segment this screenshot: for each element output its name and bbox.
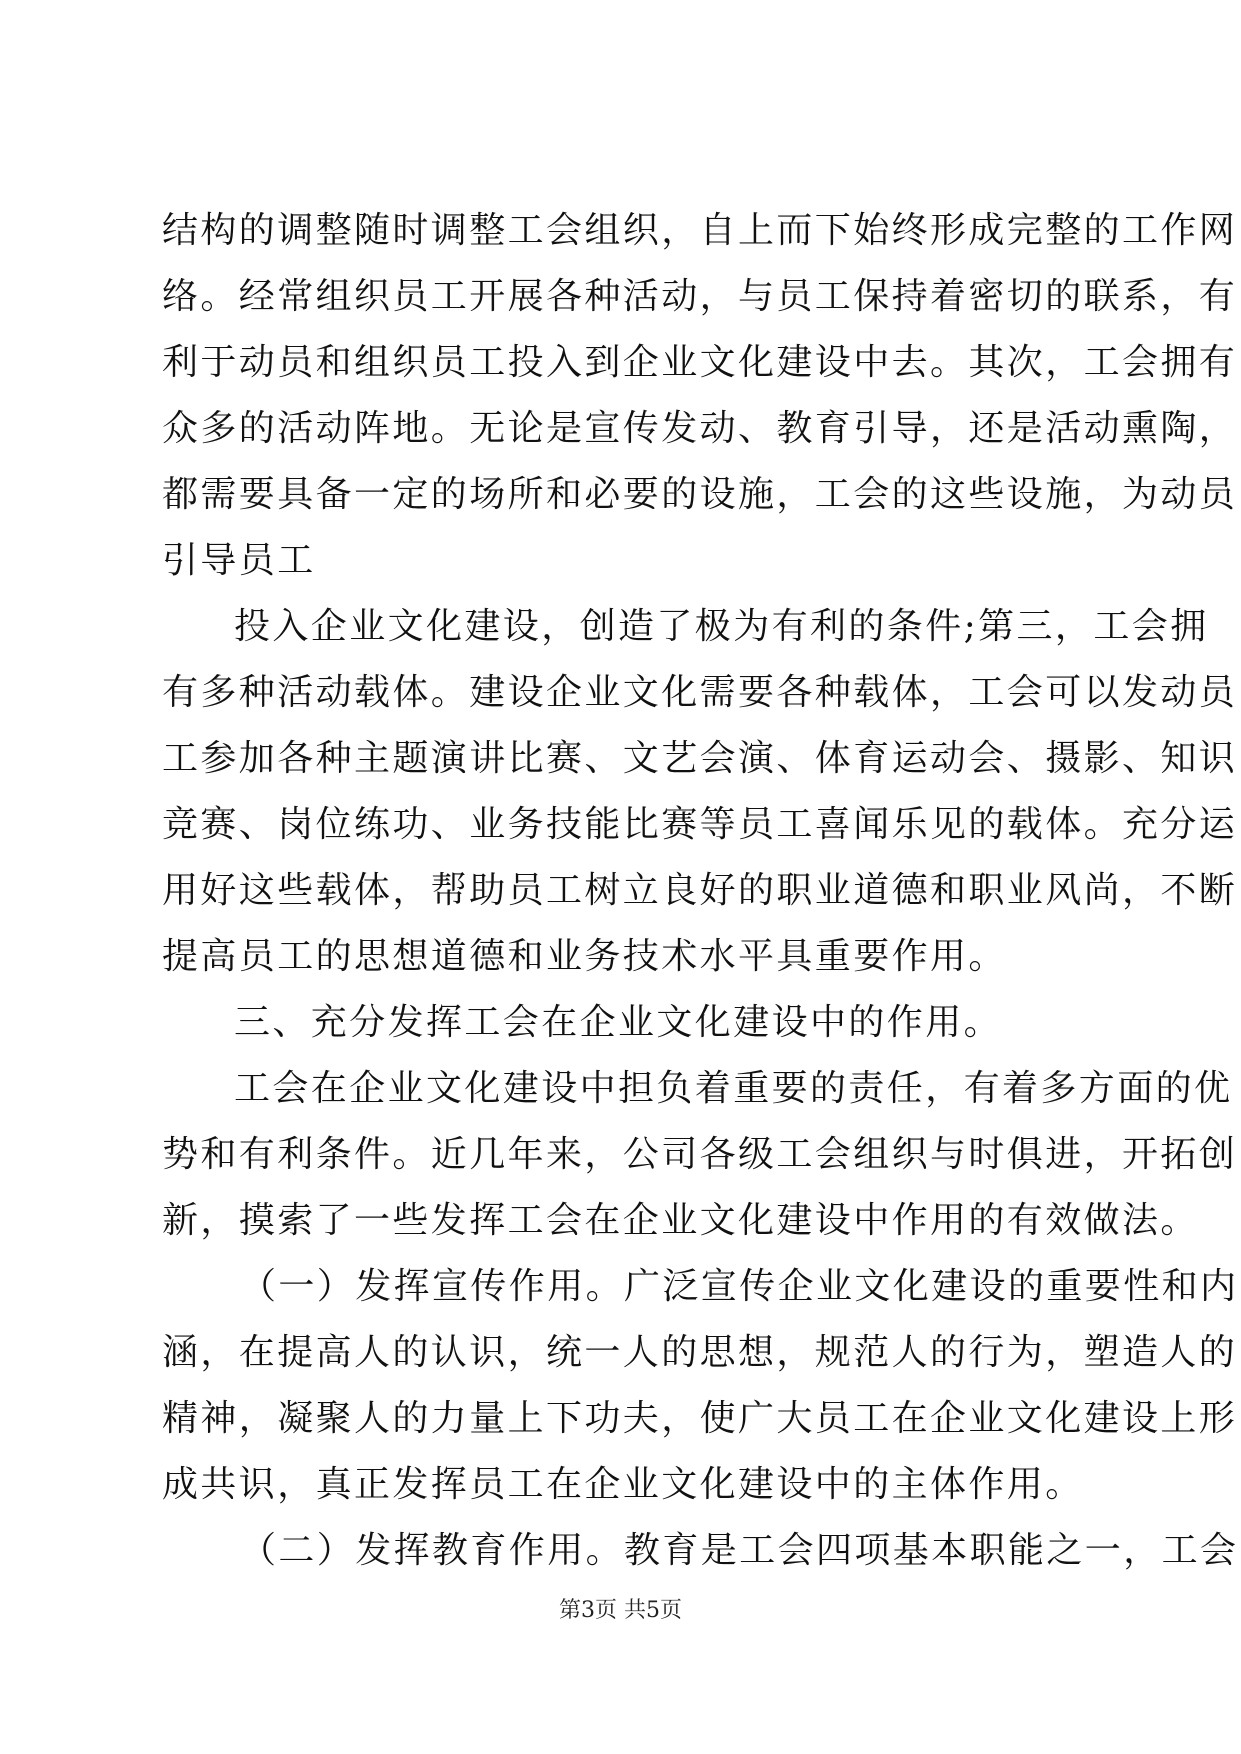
text-line: 涵，在提高人的认识，统一人的思想，规范人的行为，塑造人的 bbox=[162, 1332, 1238, 1373]
text-line: 引导员工 bbox=[162, 540, 316, 581]
text-line: 众多的活动阵地。无论是宣传发动、教育引导，还是活动熏陶， bbox=[162, 408, 1238, 449]
paragraph-start-line: （二）发挥教育作用。教育是工会四项基本职能之一，工会 bbox=[240, 1530, 1239, 1571]
text-line: 用好这些载体，帮助员工树立良好的职业道德和职业风尚，不断 bbox=[162, 870, 1238, 911]
text-line: 提高员工的思想道德和业务技术水平具重要作用。 bbox=[162, 936, 1007, 977]
text-line: 新，摸索了一些发挥工会在企业文化建设中作用的有效做法。 bbox=[162, 1200, 1199, 1241]
text-line: 有多种活动载体。建设企业文化需要各种载体，工会可以发动员 bbox=[162, 672, 1238, 713]
document-body bbox=[162, 198, 1239, 1584]
section-heading: 三、充分发挥工会在企业文化建设中的作用。 bbox=[234, 1002, 1003, 1043]
paragraph-start-line: 投入企业文化建设，创造了极为有利的条件;第三，工会拥 bbox=[234, 606, 1209, 647]
text-line: 势和有利条件。近几年来，公司各级工会组织与时俱进，开拓创 bbox=[162, 1134, 1238, 1175]
text-line: 成共识，真正发挥员工在企业文化建设中的主体作用。 bbox=[162, 1464, 1084, 1505]
text-line: 工参加各种主题演讲比赛、文艺会演、体育运动会、摄影、知识 bbox=[162, 738, 1238, 779]
page-number-footer: 第3页 共5页 bbox=[559, 1598, 682, 1623]
text-line: 竞赛、岗位练功、业务技能比赛等员工喜闻乐见的载体。充分运 bbox=[162, 804, 1238, 845]
paragraph-start-line: 工会在企业文化建设中担负着重要的责任，有着多方面的优 bbox=[234, 1068, 1233, 1109]
paragraph-start-line: （一）发挥宣传作用。广泛宣传企业文化建设的重要性和内 bbox=[240, 1266, 1239, 1307]
text-line: 都需要具备一定的场所和必要的设施，工会的这些设施，为动员 bbox=[162, 474, 1238, 515]
text-line: 结构的调整随时调整工会组织，自上而下始终形成完整的工作网 bbox=[162, 210, 1238, 251]
text-line: 络。经常组织员工开展各种活动，与员工保持着密切的联系，有 bbox=[162, 276, 1238, 317]
text-line: 利于动员和组织员工投入到企业文化建设中去。其次，工会拥有 bbox=[162, 342, 1238, 383]
text-line: 精神，凝聚人的力量上下功夫，使广大员工在企业文化建设上形 bbox=[162, 1398, 1238, 1439]
